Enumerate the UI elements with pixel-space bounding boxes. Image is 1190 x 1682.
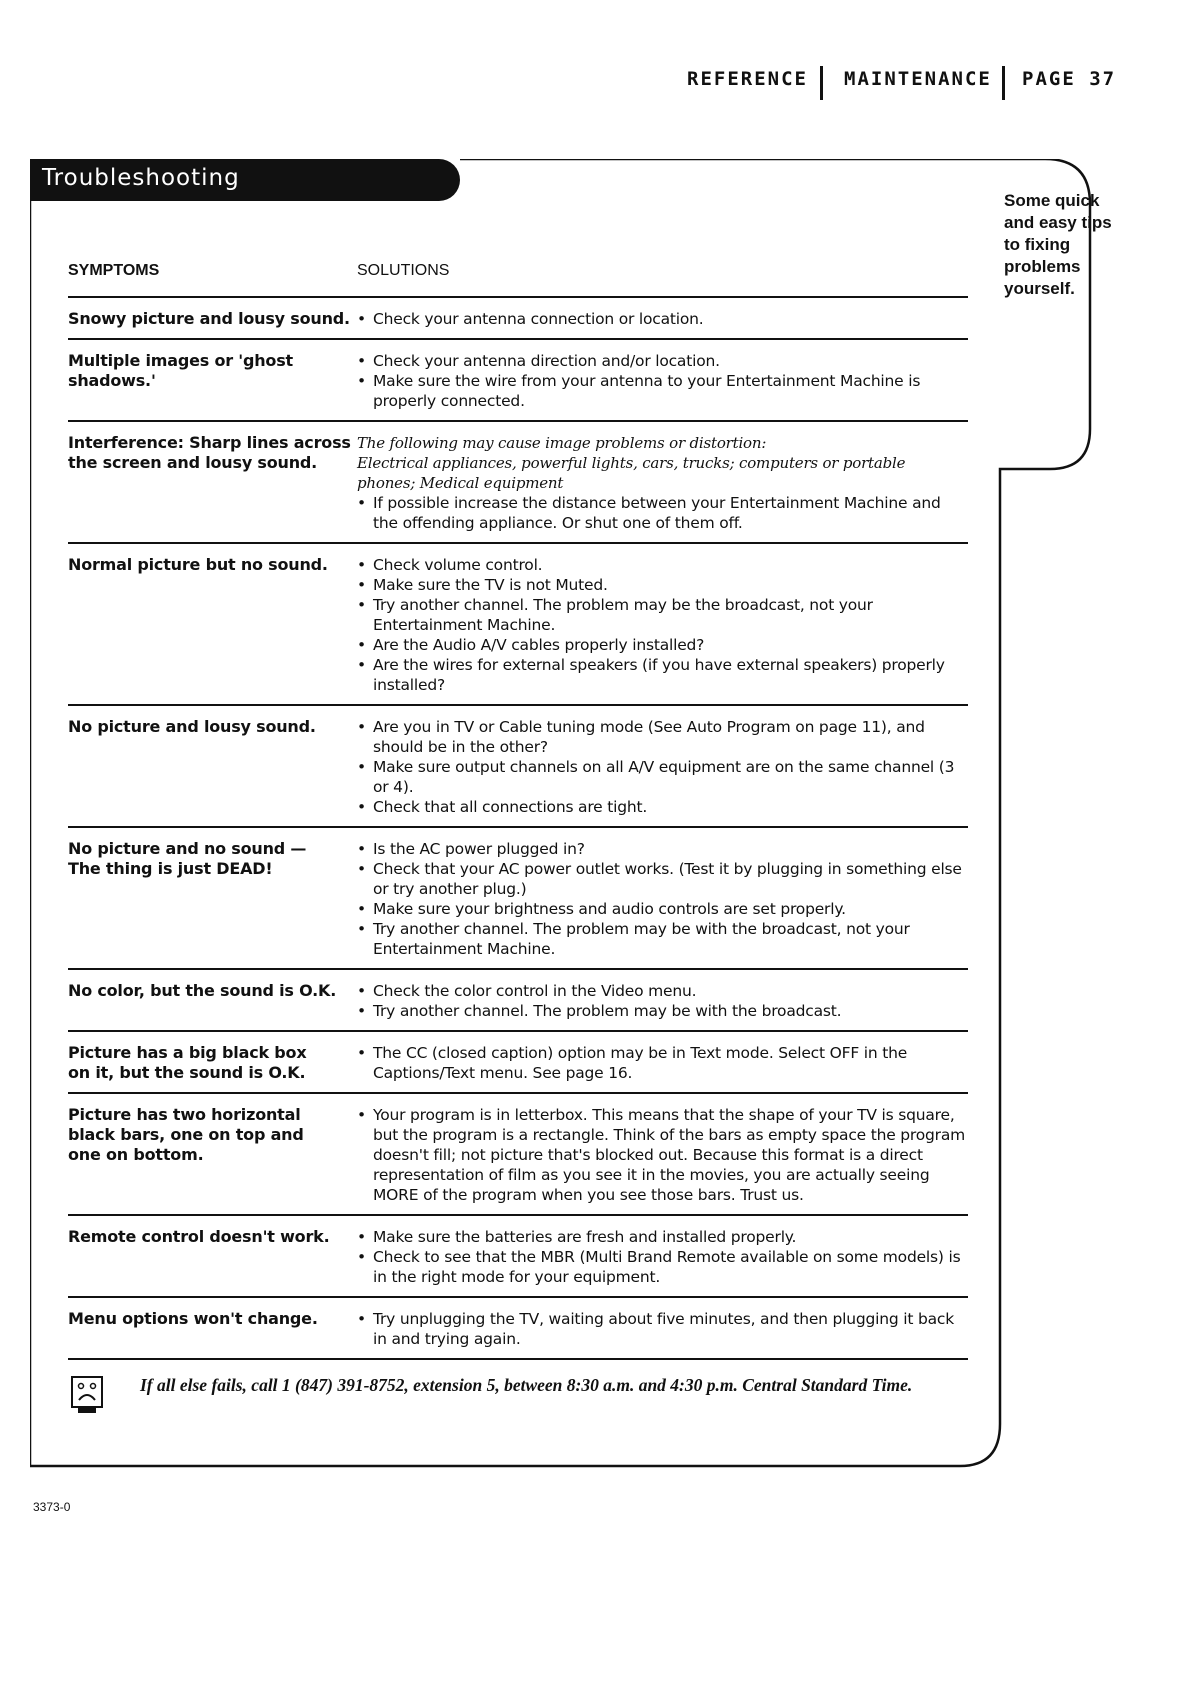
symptom-cell: Multiple images or 'ghost shadows.' — [68, 351, 294, 390]
solution-bullet: • Check volume control. — [357, 555, 968, 575]
solution-cell — [357, 433, 968, 533]
table-row — [68, 968, 968, 1030]
solution-bullet: • Try another channel. The problem may be with the broadcast. — [357, 1001, 968, 1021]
symptom-cell: Picture has two horizontal black bars, one on top and one on bottom. — [68, 1105, 304, 1164]
solutions-header: SOLUTIONS — [357, 262, 450, 279]
solution-cell — [357, 1227, 968, 1287]
header-section: REFERENCE — [687, 68, 808, 90]
solution-intro: The following may cause image problems or distortion: — [357, 434, 767, 452]
solution-cell — [357, 351, 968, 411]
symptom-cell: Interference: Sharp lines across the screen and lousy sound. — [68, 433, 351, 472]
section-title: Troubleshooting — [42, 165, 240, 191]
help-line-text: If all else fails, call 1 (847) 391-8752, extension 5, between 8:30 a.m. and 4:30 p.m. Central Standard Time. — [140, 1375, 913, 1395]
solution-bullet: • Make sure output channels on all A/V equipment are on the same channel (3 or 4). — [357, 757, 968, 797]
table-row — [68, 704, 968, 826]
table-row — [68, 542, 968, 704]
solution-bullet: • Check to see that the MBR (Multi Brand Remote available on some models) is in the right mode for your equipment. — [357, 1247, 968, 1287]
solution-bullet: • Check that all connections are tight. — [357, 797, 968, 817]
symptom-cell: Snowy picture and lousy sound. — [68, 309, 350, 328]
symptom-cell: Menu options won't change. — [68, 1309, 318, 1328]
solution-bullet: • Make sure your brightness and audio controls are set properly. — [357, 899, 968, 919]
solution-bullet: • Are you in TV or Cable tuning mode (See Auto Program on page 11), and should be in the other? — [357, 717, 968, 757]
solution-cell — [357, 717, 968, 817]
table-row — [68, 1030, 968, 1092]
table-row — [68, 420, 968, 542]
table-body — [68, 296, 968, 1360]
symptoms-header: SYMPTOMS — [68, 262, 160, 279]
header-divider — [820, 66, 823, 100]
solution-bullet: • The CC (closed caption) option may be in Text mode. Select OFF in the Captions/Text menu. See page 16. — [357, 1043, 968, 1083]
troubleshooting-table — [68, 262, 968, 1360]
symptom-cell: Remote control doesn't work. — [68, 1227, 330, 1246]
page-code: 3373-0 — [33, 1500, 71, 1514]
symptom-cell: No picture and lousy sound. — [68, 717, 316, 736]
solution-cell — [357, 555, 968, 695]
solution-bullet: • Are the wires for external speakers (if you have external speakers) properly installed? — [357, 655, 968, 695]
header-divider — [1002, 66, 1005, 100]
solution-bullet: • Try another channel. The problem may be with the broadcast, not your Entertainment Machine. — [357, 919, 968, 959]
table-row — [68, 826, 968, 968]
solution-bullet: • Make sure the batteries are fresh and installed properly. — [357, 1227, 968, 1247]
table-header — [68, 262, 968, 296]
solution-bullet: • Your program is in letterbox. This means that the shape of your TV is square, but the program is a rectangle. Think of the bars as empty space the program doesn't fill; not picture that's blocked out. Because this format is a direct representation of film as you see it in the movies, you are actually seeing MORE of the program when you see those bars. Trust us. — [357, 1105, 968, 1205]
page-header — [600, 66, 1130, 100]
solution-intro: Electrical appliances, powerful lights, cars, trucks; computers or portable phones; Medical equipment — [357, 454, 906, 492]
solution-bullet: • If possible increase the distance between your Entertainment Machine and the offending appliance. Or shut one of them off. — [357, 493, 968, 533]
section-title-tab — [30, 159, 460, 201]
table-row — [68, 338, 968, 420]
solution-bullet: • Check that your AC power outlet works. (Test it by plugging in something else or try another plug.) — [357, 859, 968, 899]
table-row — [68, 1092, 968, 1214]
solution-cell — [357, 981, 968, 1021]
solution-bullet: • Try another channel. The problem may be the broadcast, not your Entertainment Machine. — [357, 595, 968, 635]
sidebar-note: Some quick and easy tips to fixing problems yourself. — [1004, 191, 1112, 298]
solution-cell — [357, 1309, 968, 1349]
symptom-cell: Picture has a big black box on it, but the sound is O.K. — [68, 1043, 307, 1082]
table-row — [68, 1214, 968, 1296]
symptom-cell: No picture and no sound — The thing is just DEAD! — [68, 839, 307, 878]
solution-bullet: • Make sure the wire from your antenna to your Entertainment Machine is properly connected. — [357, 371, 968, 411]
solution-bullet: • Check the color control in the Video menu. — [357, 981, 968, 1001]
table-row — [68, 1296, 968, 1360]
header-subsection: MAINTENANCE — [844, 68, 992, 90]
solution-cell — [357, 1043, 968, 1083]
table-row — [68, 296, 968, 338]
symptom-cell: No color, but the sound is O.K. — [68, 981, 337, 1000]
solution-bullet: • Are the Audio A/V cables properly installed? — [357, 635, 968, 655]
solution-cell — [357, 309, 968, 329]
solution-cell — [357, 1105, 968, 1205]
solution-cell — [357, 839, 968, 959]
sad-tv-icon — [70, 1375, 106, 1415]
solution-bullet: • Is the AC power plugged in? — [357, 839, 968, 859]
solution-bullet: • Check your antenna direction and/or location. — [357, 351, 968, 371]
solution-bullet: • Try unplugging the TV, waiting about five minutes, and then plugging it back in and trying again. — [357, 1309, 968, 1349]
solution-bullet: • Make sure the TV is not Muted. — [357, 575, 968, 595]
solution-bullet: • Check your antenna connection or location. — [357, 309, 968, 329]
header-page: PAGE 37 — [1022, 68, 1117, 90]
symptom-cell: Normal picture but no sound. — [68, 555, 328, 574]
